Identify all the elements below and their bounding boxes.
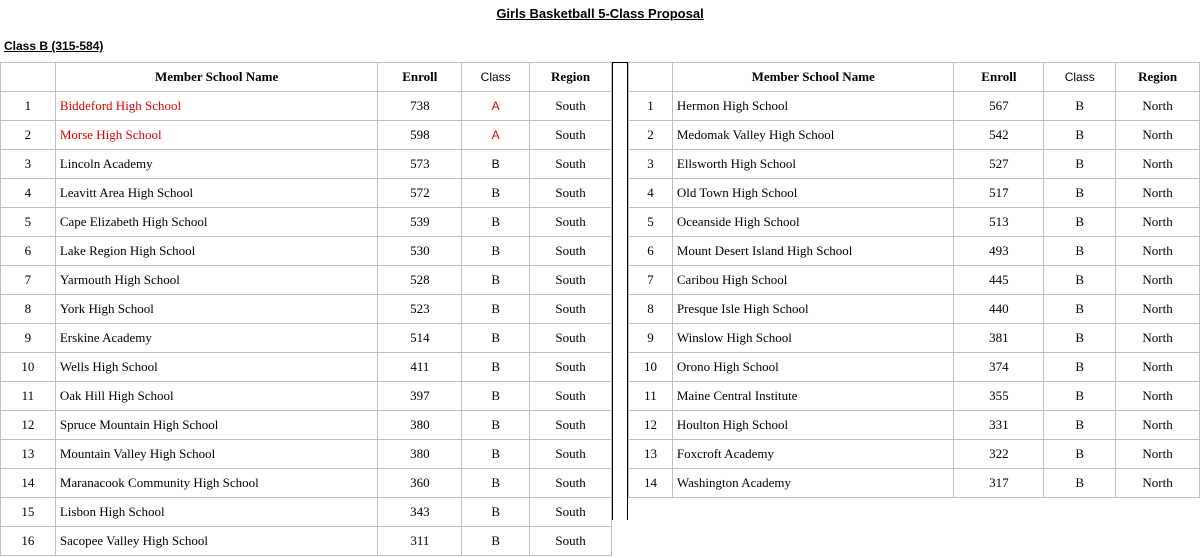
right-region: North (1116, 440, 1200, 469)
right-table-row (629, 295, 1200, 324)
left-enrollment: 397 (378, 382, 462, 411)
left-region: South (530, 411, 612, 440)
left-table-row (1, 92, 612, 121)
right-enrollment: 527 (954, 150, 1044, 179)
right-school-name: Medomak Valley High School (672, 121, 954, 150)
left-row-number: 12 (1, 411, 56, 440)
left-school-name: Morse High School (55, 121, 378, 150)
right-school-name: Orono High School (672, 353, 954, 382)
right-row-number: 7 (629, 266, 673, 295)
left-table-row (1, 237, 612, 266)
right-region: North (1116, 208, 1200, 237)
left-enrollment: 311 (378, 527, 462, 556)
right-table-row (629, 324, 1200, 353)
left-header-class: Class (462, 63, 530, 92)
right-school-name: Houlton High School (672, 411, 954, 440)
class-label: Class B (315-584) (4, 39, 104, 53)
left-region: South (530, 382, 612, 411)
right-header-enroll: Enroll (954, 63, 1044, 92)
right-enrollment: 317 (954, 469, 1044, 498)
right-header-row (629, 63, 1200, 92)
right-row-number: 9 (629, 324, 673, 353)
right-enrollment: 322 (954, 440, 1044, 469)
left-school-name: Wells High School (55, 353, 378, 382)
right-row-number: 8 (629, 295, 673, 324)
right-region: North (1116, 353, 1200, 382)
left-school-name: York High School (55, 295, 378, 324)
right-class: B (1044, 92, 1116, 121)
right-class: B (1044, 382, 1116, 411)
left-class: B (462, 266, 530, 295)
right-class: B (1044, 411, 1116, 440)
right-enrollment: 445 (954, 266, 1044, 295)
right-school-name: Maine Central Institute (672, 382, 954, 411)
left-table-row (1, 208, 612, 237)
left-row-number: 10 (1, 353, 56, 382)
left-row-number: 2 (1, 121, 56, 150)
right-row-number: 4 (629, 179, 673, 208)
right-school-table (628, 62, 1200, 498)
left-class: B (462, 150, 530, 179)
left-region: South (530, 121, 612, 150)
left-class: B (462, 411, 530, 440)
right-school-name: Old Town High School (672, 179, 954, 208)
left-region: South (530, 179, 612, 208)
right-region: North (1116, 179, 1200, 208)
right-enrollment: 542 (954, 121, 1044, 150)
left-table-row (1, 295, 612, 324)
left-region: South (530, 324, 612, 353)
left-table-row (1, 527, 612, 556)
left-enrollment: 360 (378, 469, 462, 498)
left-school-name: Lisbon High School (55, 498, 378, 527)
right-region: North (1116, 411, 1200, 440)
right-school-name: Presque Isle High School (672, 295, 954, 324)
left-row-number: 3 (1, 150, 56, 179)
right-row-number: 1 (629, 92, 673, 121)
right-enrollment: 374 (954, 353, 1044, 382)
right-header-num (629, 63, 673, 92)
right-row-number: 3 (629, 150, 673, 179)
right-table-row (629, 92, 1200, 121)
left-table-row (1, 440, 612, 469)
left-table-row (1, 498, 612, 527)
left-class: B (462, 208, 530, 237)
left-class: B (462, 179, 530, 208)
left-table-row (1, 411, 612, 440)
right-school-name: Foxcroft Academy (672, 440, 954, 469)
right-region: North (1116, 150, 1200, 179)
left-region: South (530, 266, 612, 295)
left-row-number: 16 (1, 527, 56, 556)
right-table-row (629, 469, 1200, 498)
right-table-row (629, 411, 1200, 440)
left-enrollment: 343 (378, 498, 462, 527)
left-enrollment: 380 (378, 411, 462, 440)
right-region: North (1116, 382, 1200, 411)
right-row-number: 5 (629, 208, 673, 237)
right-row-number: 13 (629, 440, 673, 469)
right-row-number: 6 (629, 237, 673, 266)
right-region: North (1116, 324, 1200, 353)
left-enrollment: 573 (378, 150, 462, 179)
left-row-number: 5 (1, 208, 56, 237)
left-class: B (462, 498, 530, 527)
left-school-name: Sacopee Valley High School (55, 527, 378, 556)
right-class: B (1044, 469, 1116, 498)
left-school-name: Cape Elizabeth High School (55, 208, 378, 237)
left-row-number: 14 (1, 469, 56, 498)
right-table-row (629, 150, 1200, 179)
separator-column (612, 62, 628, 520)
left-class: B (462, 324, 530, 353)
left-region: South (530, 498, 612, 527)
left-table-row (1, 266, 612, 295)
left-table-row (1, 121, 612, 150)
right-enrollment: 567 (954, 92, 1044, 121)
right-enrollment: 355 (954, 382, 1044, 411)
left-enrollment: 738 (378, 92, 462, 121)
left-school-table (0, 62, 612, 556)
left-school-name: Lake Region High School (55, 237, 378, 266)
right-table-row (629, 382, 1200, 411)
right-class: B (1044, 440, 1116, 469)
left-row-number: 15 (1, 498, 56, 527)
right-enrollment: 381 (954, 324, 1044, 353)
left-region: South (530, 208, 612, 237)
left-header-row (1, 63, 612, 92)
left-table-row (1, 179, 612, 208)
left-enrollment: 530 (378, 237, 462, 266)
right-class: B (1044, 353, 1116, 382)
right-class: B (1044, 295, 1116, 324)
left-region: South (530, 440, 612, 469)
left-region: South (530, 295, 612, 324)
right-region: North (1116, 469, 1200, 498)
right-school-name: Winslow High School (672, 324, 954, 353)
right-table-row (629, 266, 1200, 295)
left-class: B (462, 440, 530, 469)
left-row-number: 9 (1, 324, 56, 353)
right-row-number: 2 (629, 121, 673, 150)
left-row-number: 11 (1, 382, 56, 411)
left-table-row (1, 353, 612, 382)
right-table-row (629, 353, 1200, 382)
left-region: South (530, 469, 612, 498)
right-class: B (1044, 150, 1116, 179)
right-region: North (1116, 237, 1200, 266)
left-row-number: 13 (1, 440, 56, 469)
left-class: B (462, 295, 530, 324)
left-table-row (1, 469, 612, 498)
right-table-row (629, 208, 1200, 237)
right-class: B (1044, 266, 1116, 295)
right-class: B (1044, 324, 1116, 353)
right-school-name: Oceanside High School (672, 208, 954, 237)
right-enrollment: 513 (954, 208, 1044, 237)
left-header-name: Member School Name (55, 63, 378, 92)
right-class: B (1044, 208, 1116, 237)
left-region: South (530, 92, 612, 121)
left-school-name: Biddeford High School (55, 92, 378, 121)
left-region: South (530, 237, 612, 266)
left-row-number: 1 (1, 92, 56, 121)
left-row-number: 7 (1, 266, 56, 295)
right-header-class: Class (1044, 63, 1116, 92)
left-table-row (1, 150, 612, 179)
right-class: B (1044, 179, 1116, 208)
left-enrollment: 539 (378, 208, 462, 237)
page-title: Girls Basketball 5-Class Proposal (496, 6, 704, 21)
left-class: A (462, 121, 530, 150)
left-school-name: Oak Hill High School (55, 382, 378, 411)
left-header-num (1, 63, 56, 92)
left-enrollment: 523 (378, 295, 462, 324)
right-table-row (629, 179, 1200, 208)
left-school-name: Maranacook Community High School (55, 469, 378, 498)
right-enrollment: 493 (954, 237, 1044, 266)
left-enrollment: 411 (378, 353, 462, 382)
left-region: South (530, 150, 612, 179)
right-region: North (1116, 295, 1200, 324)
right-region: North (1116, 92, 1200, 121)
left-school-name: Mountain Valley High School (55, 440, 378, 469)
left-table-row (1, 382, 612, 411)
right-table-row (629, 237, 1200, 266)
right-row-number: 10 (629, 353, 673, 382)
right-school-name: Caribou High School (672, 266, 954, 295)
left-row-number: 8 (1, 295, 56, 324)
right-enrollment: 331 (954, 411, 1044, 440)
left-class: A (462, 92, 530, 121)
right-school-name: Ellsworth High School (672, 150, 954, 179)
right-enrollment: 440 (954, 295, 1044, 324)
left-row-number: 6 (1, 237, 56, 266)
right-table-row (629, 121, 1200, 150)
left-enrollment: 380 (378, 440, 462, 469)
left-enrollment: 528 (378, 266, 462, 295)
left-enrollment: 598 (378, 121, 462, 150)
left-class: B (462, 237, 530, 266)
right-class: B (1044, 237, 1116, 266)
left-school-name: Lincoln Academy (55, 150, 378, 179)
right-school-name: Hermon High School (672, 92, 954, 121)
left-enrollment: 514 (378, 324, 462, 353)
left-class: B (462, 382, 530, 411)
right-row-number: 14 (629, 469, 673, 498)
right-row-number: 11 (629, 382, 673, 411)
left-row-number: 4 (1, 179, 56, 208)
right-row-number: 12 (629, 411, 673, 440)
left-class: B (462, 527, 530, 556)
left-table-row (1, 324, 612, 353)
right-school-name: Mount Desert Island High School (672, 237, 954, 266)
left-school-name: Yarmouth High School (55, 266, 378, 295)
left-header-enroll: Enroll (378, 63, 462, 92)
left-header-region: Region (530, 63, 612, 92)
right-class: B (1044, 121, 1116, 150)
right-table-row (629, 440, 1200, 469)
left-school-name: Erskine Academy (55, 324, 378, 353)
right-header-region: Region (1116, 63, 1200, 92)
left-class: B (462, 469, 530, 498)
right-school-name: Washington Academy (672, 469, 954, 498)
left-region: South (530, 353, 612, 382)
left-region: South (530, 527, 612, 556)
right-enrollment: 517 (954, 179, 1044, 208)
left-enrollment: 572 (378, 179, 462, 208)
left-class: B (462, 353, 530, 382)
left-school-name: Spruce Mountain High School (55, 411, 378, 440)
right-header-name: Member School Name (672, 63, 954, 92)
left-school-name: Leavitt Area High School (55, 179, 378, 208)
right-region: North (1116, 121, 1200, 150)
right-region: North (1116, 266, 1200, 295)
